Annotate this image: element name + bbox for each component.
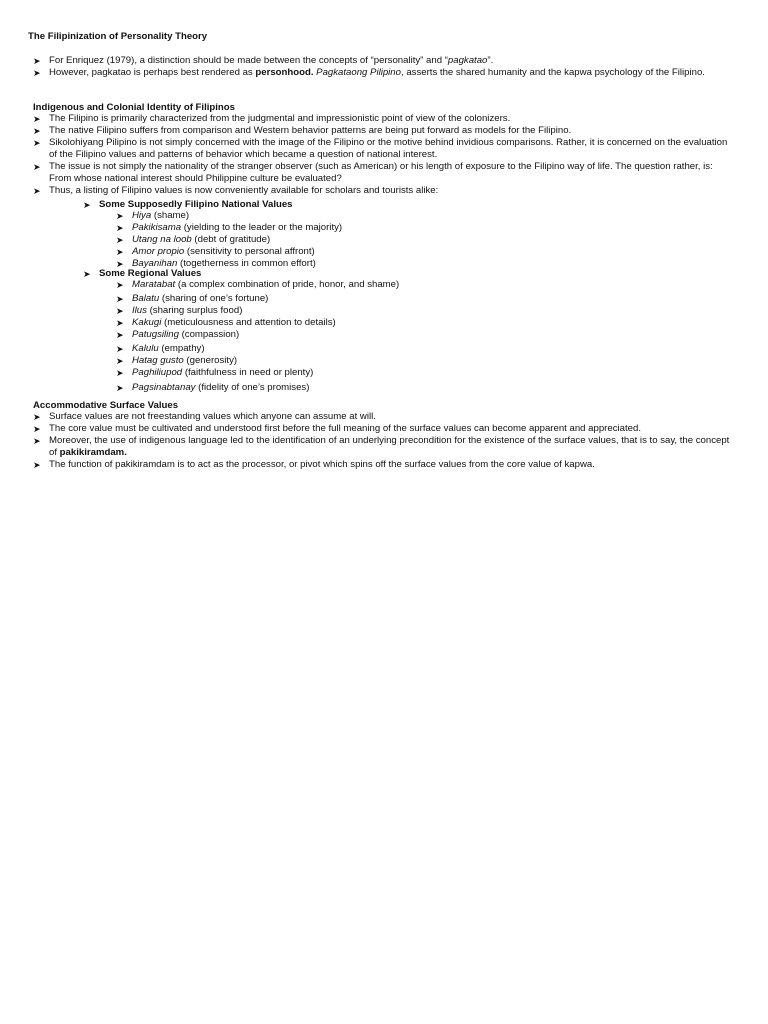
value-item: ➤ Ilus (sharing surplus food)	[116, 305, 243, 316]
arrow-bullet-icon: ➤	[33, 460, 41, 470]
value-item: ➤ Utang na loob (debt of gratitude)	[116, 234, 271, 245]
arrow-bullet-icon: ➤	[83, 200, 91, 210]
arrow-bullet-icon: ➤	[116, 368, 124, 378]
value-item: ➤ Balatu (sharing of one’s fortune)	[116, 293, 269, 304]
intro-list	[33, 55, 733, 79]
value-item: ➤ Paghiliupod (faithfulness in need or plenty)	[116, 367, 314, 378]
intro-bullet: ➤ However, pagkatao is perhaps best rendered as personhood. Pagkataong Pilipino, asserts the shared humanity and the kapwa psychology of the Filipino.	[33, 67, 705, 78]
section1-bullet: ➤ The issue is not simply the nationality of the stranger observer (such as American) or his length of exposure to the Filipino way of life. The question rather, is: From whose national interest should Philippine culture be evaluated?	[33, 161, 713, 184]
section2-bullet: ➤ Surface values are not freestanding values which anyone can assume at will.	[33, 411, 376, 422]
document-title: The Filipinization of Personality Theory	[28, 31, 208, 42]
arrow-bullet-icon: ➤	[33, 424, 41, 434]
value-item: ➤ Hiya (shame)	[116, 210, 190, 221]
arrow-bullet-icon: ➤	[33, 162, 41, 172]
section1-bullet: ➤ Thus, a listing of Filipino values is now conveniently available for scholars and tourists alike:	[33, 185, 439, 196]
arrow-bullet-icon: ➤	[116, 235, 124, 245]
value-item: ➤ Patugsiling (compassion)	[116, 329, 240, 340]
national-values-list	[116, 210, 342, 270]
arrow-bullet-icon: ➤	[33, 436, 41, 446]
section2-bullet: ➤ Moreover, the use of indigenous language led to the identification of an underlying precondition for the existence of the surface values, that is to say, the concept of pakikiramdam.	[33, 435, 730, 458]
section2-list	[33, 411, 737, 471]
section1-bullet: ➤ Sikolohiyang Pilipino is not simply concerned with the image of the Filipino or the motive behind invidious comparisons. Rather, it is concerned on the evaluation of the Filipino values and patterns of behavior which became a question of national interest.	[33, 137, 728, 160]
arrow-bullet-icon: ➤	[116, 211, 124, 221]
value-item: ➤ Amor propio (sensitivity to personal affront)	[116, 246, 315, 257]
arrow-bullet-icon: ➤	[116, 330, 124, 340]
section1-bullet: ➤ The native Filipino suffers from comparison and Western behavior patterns are being put forward as models for the Filipino.	[33, 125, 572, 136]
regional-values-list	[116, 279, 399, 394]
value-item: ➤ Bayanihan (togetherness in common effort)	[116, 258, 316, 269]
section1-list	[33, 113, 737, 197]
arrow-bullet-icon: ➤	[116, 356, 124, 366]
arrow-bullet-icon: ➤	[116, 247, 124, 257]
intro-bullet: ➤ For Enriquez (1979), a distinction should be made between the concepts of “personality” and “pagkatao”.	[33, 55, 494, 66]
arrow-bullet-icon: ➤	[116, 306, 124, 316]
arrow-bullet-icon: ➤	[116, 280, 124, 290]
arrow-bullet-icon: ➤	[116, 318, 124, 328]
arrow-bullet-icon: ➤	[116, 223, 124, 233]
arrow-bullet-icon: ➤	[116, 294, 124, 304]
arrow-bullet-icon: ➤	[33, 126, 41, 136]
section2-bullet: ➤ The core value must be cultivated and understood first before the full meaning of the surface values can become apparent and appreciated.	[33, 423, 641, 434]
value-item: ➤ Pagsinabtanay (fidelity of one’s promises)	[116, 382, 310, 393]
regional-values-label: ➤ Some Regional Values	[83, 268, 202, 279]
value-item: ➤ Kakugi (meticulousness and attention to details)	[116, 317, 336, 328]
arrow-bullet-icon: ➤	[33, 68, 41, 78]
section-heading: Indigenous and Colonial Identity of Filipinos	[33, 102, 235, 113]
section1-bullet: ➤ The Filipino is primarily characterized from the judgmental and impressionistic point of view of the colonizers.	[33, 113, 511, 124]
arrow-bullet-icon: ➤	[33, 138, 41, 148]
section-heading: Accommodative Surface Values	[33, 400, 179, 411]
arrow-bullet-icon: ➤	[33, 412, 41, 422]
arrow-bullet-icon: ➤	[83, 269, 91, 279]
arrow-bullet-icon: ➤	[33, 114, 41, 124]
national-values-label: ➤ Some Supposedly Filipino National Values	[83, 199, 293, 210]
arrow-bullet-icon: ➤	[33, 186, 41, 196]
arrow-bullet-icon: ➤	[116, 259, 124, 269]
value-item: ➤ Kalulu (empathy)	[116, 343, 205, 354]
arrow-bullet-icon: ➤	[116, 383, 124, 393]
arrow-bullet-icon: ➤	[116, 344, 124, 354]
value-item: ➤ Pakikisama (yielding to the leader or the majority)	[116, 222, 343, 233]
value-item: ➤ Hatag gusto (generosity)	[116, 355, 238, 366]
arrow-bullet-icon: ➤	[33, 56, 41, 66]
value-item: ➤ Maratabat (a complex combination of pride, honor, and shame)	[116, 279, 400, 290]
section2-bullet: ➤ The function of pakikiramdam is to act as the processor, or pivot which spins off the surface values from the core value of kapwa.	[33, 459, 595, 470]
